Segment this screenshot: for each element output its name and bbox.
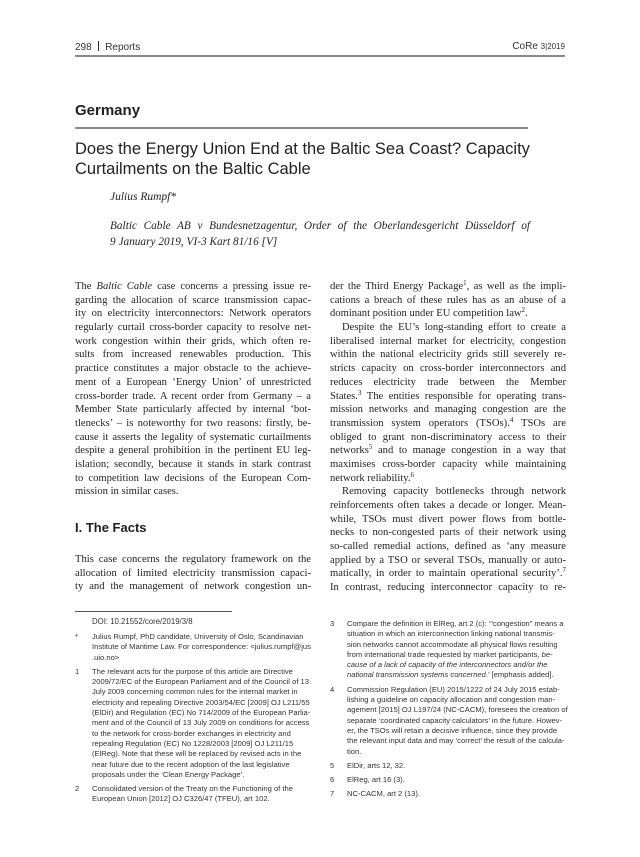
facts-paragraph	[75, 553, 311, 594]
footnote-number: 2	[75, 784, 80, 794]
text-line: In contrast, reducing interconnector capacity to re-	[330, 582, 566, 594]
text-line: cause it asserts the legality of systematic curtailments	[75, 431, 311, 443]
page-number: 298	[75, 42, 92, 53]
text-line: regularly curtail cross-border capacity to resolve net-	[75, 322, 311, 334]
footnote-text	[347, 775, 405, 785]
case-reference-line: Baltic Cable AB v Bundesnetzagentur, Order of the Oberlandesgericht Düsseldorf of	[110, 220, 530, 232]
footnote-number: 6	[330, 775, 335, 785]
case-reference-line: 9 January 2019, VI-3 Kart 81/16 [V]	[110, 236, 278, 248]
text-line: to competition law decisions of the European Com-	[75, 472, 311, 484]
text-line: islation; secondly, because it stands in stark contrast	[75, 458, 311, 470]
footnote	[330, 619, 570, 681]
header-section: Reports	[105, 42, 141, 53]
footnote-line: 2009/72/EC of the European Parliament and of the Council of 13	[92, 677, 309, 687]
text-line: Removing capacity bottlenecks through network	[342, 486, 566, 498]
text-line: dominant position under EU competition law$^2$.	[330, 306, 528, 320]
footnote-line: Compare the definition in ElReg, art 2 (c): ‘“congestion” means a	[347, 619, 564, 628]
intro-paragraph	[75, 280, 311, 499]
footnote-line: ment and of the Council of 13 July 2009 on conditions for access	[92, 718, 310, 728]
footnote-line: lishing a guideline on capacity allocation and congestion man-	[347, 695, 556, 705]
right-column-text	[330, 280, 566, 595]
footnote-line: tion.	[347, 746, 362, 756]
footnote-line: (ElReg). Note that these will be replaced by revised acts in the	[92, 749, 302, 759]
footnote	[75, 667, 315, 780]
footnote-line: proposals under the ‘Clean Energy Package’.	[92, 769, 245, 779]
footnote-line: separate ‘coordinated capacity calculators’ in the future. Howev-	[347, 715, 562, 725]
text-line: transmission system operators (TSOs).$^4$ TSOs are	[330, 415, 566, 429]
footnote-line: national transmission systems concerned.’ [emphasis added].	[347, 670, 554, 680]
footnote-line: .uio.no>	[92, 652, 120, 662]
footnote-ref[interactable]: 5	[368, 443, 373, 452]
country-heading: Germany	[75, 102, 141, 119]
section-heading: I. The Facts	[75, 520, 147, 535]
footnote-text	[347, 685, 568, 757]
journal-issue: 3|2019	[540, 42, 565, 51]
footnote-line: Institute of Maritime Law. For correspondence: <julius.rumpf@jus	[92, 642, 311, 652]
text-line: States.$^3$ The entities responsible for operating trans-	[330, 388, 566, 402]
footnote	[75, 784, 315, 805]
footnote-text	[92, 784, 293, 805]
footnote-line: ElDir, arts 12, 32.	[347, 760, 406, 770]
journal-name: CoRe	[512, 41, 538, 52]
italic-text: cause of a lack of capacity of the interconnectors and/or the	[347, 660, 548, 670]
text-line: ment of a European ‘Energy Union’ of unrestricted	[75, 376, 311, 388]
text-line: mission in similar cases.	[75, 486, 179, 498]
footnote-line: situation in which an interconnection linking national transmis-	[347, 629, 555, 639]
text-line: This case concerns the regulatory framework on the	[75, 554, 311, 565]
footnote-rule	[75, 611, 232, 612]
footnote	[330, 685, 570, 757]
doi: DOI: 10.21552/core/2019/3/8	[92, 617, 193, 626]
text-line: reduces electricity trade between the Member	[330, 376, 566, 388]
footnote-line: Commission Regulation (EU) 2015/1222 of 24 July 2015 estab-	[347, 684, 560, 694]
text-line: network reliability.$^6$	[330, 470, 415, 484]
text-line: cross-border trade. A recent order from Germany – a	[75, 390, 311, 402]
footnote-line: repealing Regulation (EC) No 1228/2003 [2009] OJ L211/15	[92, 738, 294, 748]
text-line: der the Third Energy Package$^1$, as well as the impli-	[330, 279, 566, 292]
footnote	[330, 775, 570, 785]
text-line: mission networks and managing congestion are the	[330, 404, 566, 416]
italic-text: be-	[541, 649, 553, 659]
text-line: matically, in order to maintain operational security’.$^7$	[330, 566, 566, 580]
footnote-line: (ElDir) and Regulation (EC) No 714/2009 of the European Parlia-	[92, 708, 311, 718]
footnote-ref[interactable]: 4	[509, 415, 514, 424]
footnote-ref[interactable]: 2	[521, 306, 526, 315]
italic-text: national transmission systems concerned	[347, 670, 486, 680]
footnote-ref[interactable]: 3	[357, 388, 362, 397]
text-line: liberalised internal market for electricity, congestion	[330, 335, 566, 347]
title-line: Does the Energy Union End at the Baltic Sea Coast? Capacity	[75, 140, 530, 158]
text-line: stricts capacity on cross-border interconnectors and	[330, 363, 566, 375]
footnote-line: electricity and repealing Directive 2003/54/EC [2009] OJ L211/55	[92, 697, 310, 707]
footnotes-right	[330, 619, 570, 804]
case-reference	[110, 218, 530, 250]
footnote-number: 7	[330, 789, 335, 799]
text-line: while, TSOs must divert power flows from bottle-	[330, 513, 566, 525]
footnote-line	[347, 660, 564, 670]
footnote-text	[92, 632, 311, 663]
italic-text: Baltic Cable	[96, 281, 153, 292]
footnote-ref[interactable]: 1	[463, 279, 467, 287]
footnote-line: July 2009 concerning common rules for the internal market in	[92, 687, 298, 697]
country-rule	[75, 127, 528, 129]
footnote-line: ElReg, art 16 (3).	[347, 775, 405, 785]
footnote-line: from international trade requested by market participants, be-	[347, 649, 553, 659]
title-line: Curtailments on the Baltic Cable	[75, 160, 311, 178]
footnote	[330, 761, 570, 771]
text-line: reinforcements often takes a decade or longer. Mean-	[330, 500, 566, 511]
footnote-line: Julius Rumpf, PhD candidate, University of Oslo, Scandinavian	[92, 632, 304, 641]
text-line: tlenecks’ – is noteworthy for two reasons: firstly, be-	[75, 417, 311, 429]
header-separator	[98, 41, 100, 51]
footnote-line: Consolidated version of the Treaty on the Functioning of the	[92, 784, 293, 794]
footnotes-left	[75, 632, 315, 809]
text-line: Despite the EU’s long-standing effort to create a	[342, 322, 566, 334]
author: Julius Rumpf*	[110, 191, 177, 203]
footnote-line: sion networks cannot accommodate all physical flows resulting	[347, 639, 558, 649]
footnote-text	[347, 761, 405, 771]
text-line: so-called remedial actions, defined as ‘any measure	[330, 541, 566, 553]
text-line: within the national electricity grids still severely re-	[330, 349, 566, 361]
footnote	[330, 789, 570, 799]
footnote-number: *	[75, 632, 78, 641]
text-line: despite a general prohibition in the pertinent EU leg-	[75, 445, 311, 457]
header-rule	[75, 55, 565, 57]
text-line: work congestion within their grids, which often re-	[75, 335, 311, 347]
running-header-left	[75, 41, 140, 53]
text-line: networks$^5$ and to manage congestion in a way that	[330, 443, 566, 457]
text-line: necks to non-congested parts of their network using	[330, 527, 566, 539]
text-line: ity on electricity interconnectors: Network operators	[75, 308, 311, 320]
footnote-line: the relevant input data and may ‘correct’ the result of the calcula-	[347, 736, 565, 746]
text-line: The Baltic Cable case concerns a pressing issue re-	[75, 281, 311, 292]
footnote-line: er, the TSOs will retain a decisive influence, since they provide	[347, 725, 558, 735]
footnote-text	[347, 619, 564, 681]
footnote-line: near future due to the recent adoption of the last legislative	[92, 759, 290, 769]
footnote	[75, 632, 315, 663]
text-line: applied by a TSO or several TSOs, manually or auto-	[330, 554, 566, 566]
footnote-text	[92, 667, 310, 780]
text-line: allocation of limited electricity transmission capaci-	[75, 567, 311, 579]
footnote-ref[interactable]: 6	[410, 470, 415, 479]
running-header-right	[512, 41, 565, 52]
footnote-number: 3	[330, 619, 335, 628]
footnote-line: The relevant acts for the purpose of this article are Directive	[92, 666, 293, 676]
footnote-line: to the network for cross-border exchanges in electricity and	[92, 728, 291, 738]
footnote-line: agement [2015] OJ L197/24 (NC-CACM), foresees the creation of	[347, 705, 568, 715]
footnote-number: 5	[330, 760, 335, 770]
text-line: sults from increased renewables production. This	[75, 349, 311, 361]
text-line: ty and the management of network congestion un-	[75, 581, 311, 593]
text-line: garding the allocation of scarce transmission capac-	[75, 294, 311, 306]
footnote-number: 1	[75, 666, 80, 676]
text-line: practice constitutes a major obstacle to the achieve-	[75, 363, 311, 375]
footnote-line: European Union [2012] OJ C326/47 (TFEU), art 102.	[92, 794, 270, 804]
text-line: Member State particularly affected by internal ‘bot-	[75, 404, 311, 416]
footnote-text	[347, 789, 420, 799]
footnote-number: 4	[330, 684, 335, 694]
text-line: cations a breach of these rules has as an abuse of a	[330, 294, 566, 306]
footnote-line: NC-CACM, art 2 (13).	[347, 789, 420, 799]
article-title	[75, 139, 555, 179]
text-line: maximises cross-border capacity while maintaining	[330, 458, 566, 470]
text-line: obliged to grant non-discriminatory access to their	[330, 431, 566, 443]
footnote-ref[interactable]: 7	[562, 566, 566, 575]
